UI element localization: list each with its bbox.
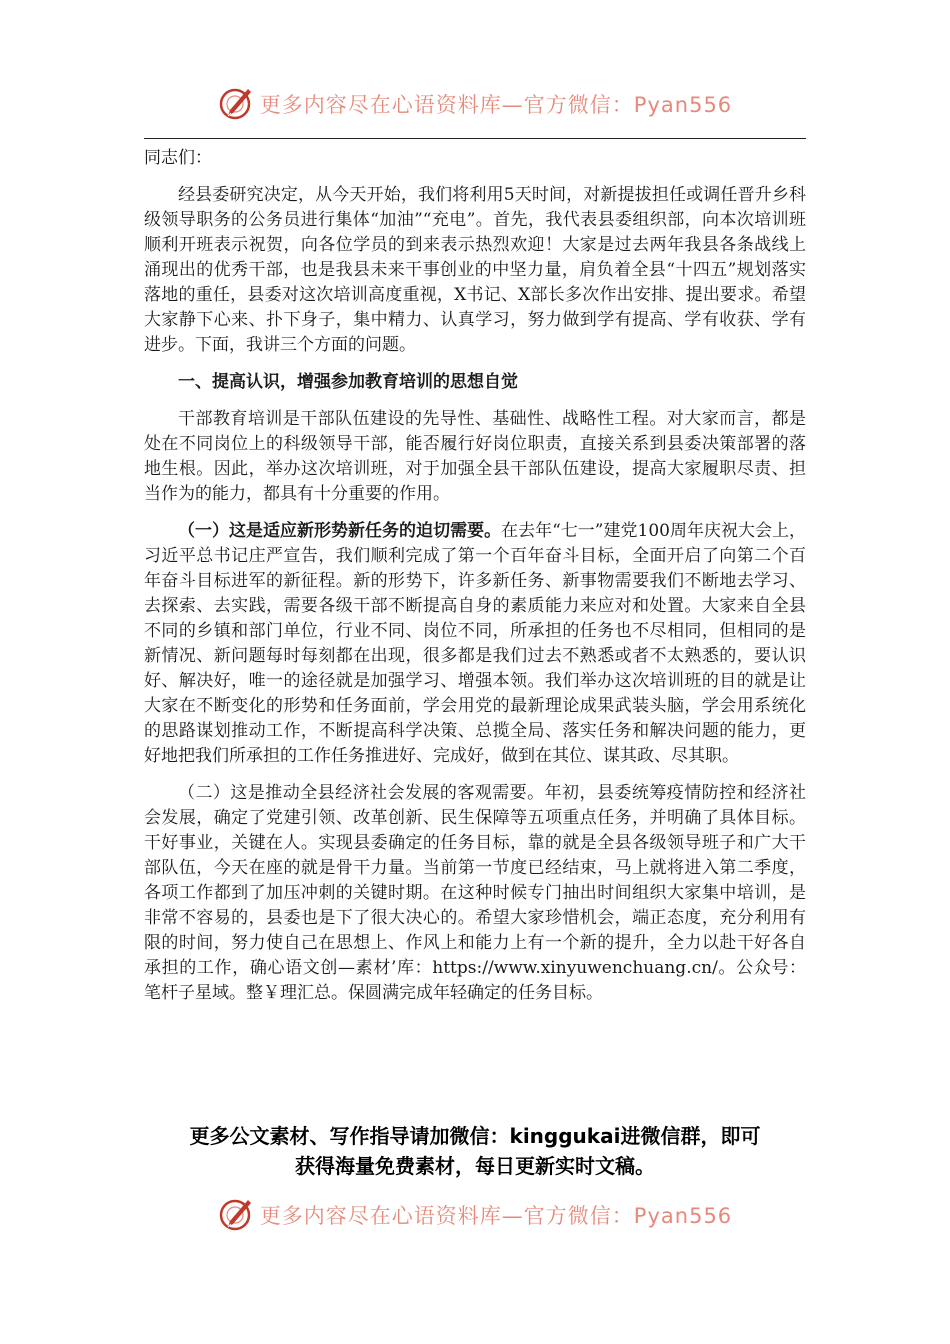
footer-watermark-banner bbox=[0, 1195, 950, 1235]
promo-line-1: 更多公文素材、写作指导请加微信：kinggukai进微信群，即可 bbox=[189, 1124, 761, 1148]
pen-logo-icon bbox=[218, 86, 254, 122]
header-divider bbox=[144, 138, 806, 139]
promo-notice bbox=[120, 1121, 830, 1181]
promo-line-2: 获得海量免费素材，每日更新实时文稿。 bbox=[295, 1154, 655, 1178]
point-1-paragraph bbox=[144, 519, 806, 769]
pen-logo-icon bbox=[218, 1197, 254, 1233]
point-1-lead: （一）这是适应新形势新任务的迫切需要。 bbox=[178, 521, 502, 541]
salutation: 同志们： bbox=[144, 148, 212, 168]
point-2-paragraph: （二）这是推动全县经济社会发展的客观需要。年初，县委统筹疫情防控和经济社会发展，确定了党建引领、改革创新、民生保障等五项重点任务，并明确了具体目标。干好事业，关键在人。实现县委确定的任务目标，靠的就是全县各级领导班子和广大干部队伍，今天在座的就是骨干力量。当前第一节度已经结束，马上就将进入第二季度，各项工作都到了加压冲刺的关键时期。在这种时候专门抽出时间组织大家集中培训，是非常不容易的，县委也是下了很大决心的。希望大家珍惜机会，端正态度，充分利用有限的时间，努力使自己在思想上、作风上和能力上有一个新的提升，全力以赴干好各自承担的工作，确心语文创—素材’库：https://www.xinyuwenchuang.cn/。公众号：笔杆子星域。整￥理汇总。保圆满完成年轻确定的任务目标。 bbox=[144, 783, 806, 1003]
header-watermark-banner bbox=[0, 84, 950, 124]
document-body bbox=[144, 146, 806, 1006]
point-1-body: 在去年“七一”建党100周年庆祝大会上，习近平总书记庄严宣告，我们顺利完成了第一个百年奋斗目标，全面开启了向第二个百年奋斗目标进军的新征程。新的形势下，许多新任务、新事物需要我们不断地去学习、去探索、去实践，需要各级干部不断提高自身的素质能力来应对和处置。大家来自全县不同的乡镇和部门单位，行业不同、岗位不同，所承担的任务也不尽相同，但相同的是新情况、新问题每时每刻都在出现，很多都是我们过去不熟悉或者不太熟悉的，要认识好、解决好，唯一的途径就是加强学习、增强本领。我们举办这次培训班的目的就是让大家在不断变化的形势和任务面前，学会用党的最新理论成果武装头脑，学会用系统化的思路谋划推动工作，不断提高科学决策、总揽全局、落实任务和解决问题的能力，更好地把我们所承担的工作任务推进好、完成好，做到在其位、谋其政、尽其职。 bbox=[144, 521, 806, 766]
intro-paragraph: 经县委研究决定，从今天开始，我们将利用5天时间，对新提拔担任或调任晋升乡科级领导职务的公务员进行集体“加油”“充电”。首先，我代表县委组织部，向本次培训班顺利开班表示祝贺，向各位学员的到来表示热烈欢迎！大家是过去两年我县各条战线上涌现出的优秀干部，也是我县未来干事创业的中坚力量，肩负着全县“十四五”规划落实落地的重任，县委对这次培训高度重视，X书记、X部长多次作出安排、提出要求。希望大家静下心来、扑下身子，集中精力、认真学习，努力做到学有提高、学有收获、学有进步。下面，我讲三个方面的问题。 bbox=[144, 185, 806, 355]
header-banner-text: 更多内容尽在心语资料库—官方微信：Pyan556 bbox=[259, 93, 733, 117]
section-1-heading: 一、提高认识，增强参加教育培训的思想自觉 bbox=[178, 372, 518, 392]
section-1-paragraph: 干部教育培训是干部队伍建设的先导性、基础性、战略性工程。对大家而言，都是处在不同岗位上的科级领导干部，能否履行好岗位职责，直接关系到县委决策部署的落地生根。因此，举办这次培训班，对于加强全县干部队伍建设，提高大家履职尽责、担当作为的能力，都具有十分重要的作用。 bbox=[144, 409, 806, 504]
footer-banner-text: 更多内容尽在心语资料库—官方微信：Pyan556 bbox=[259, 1204, 733, 1228]
